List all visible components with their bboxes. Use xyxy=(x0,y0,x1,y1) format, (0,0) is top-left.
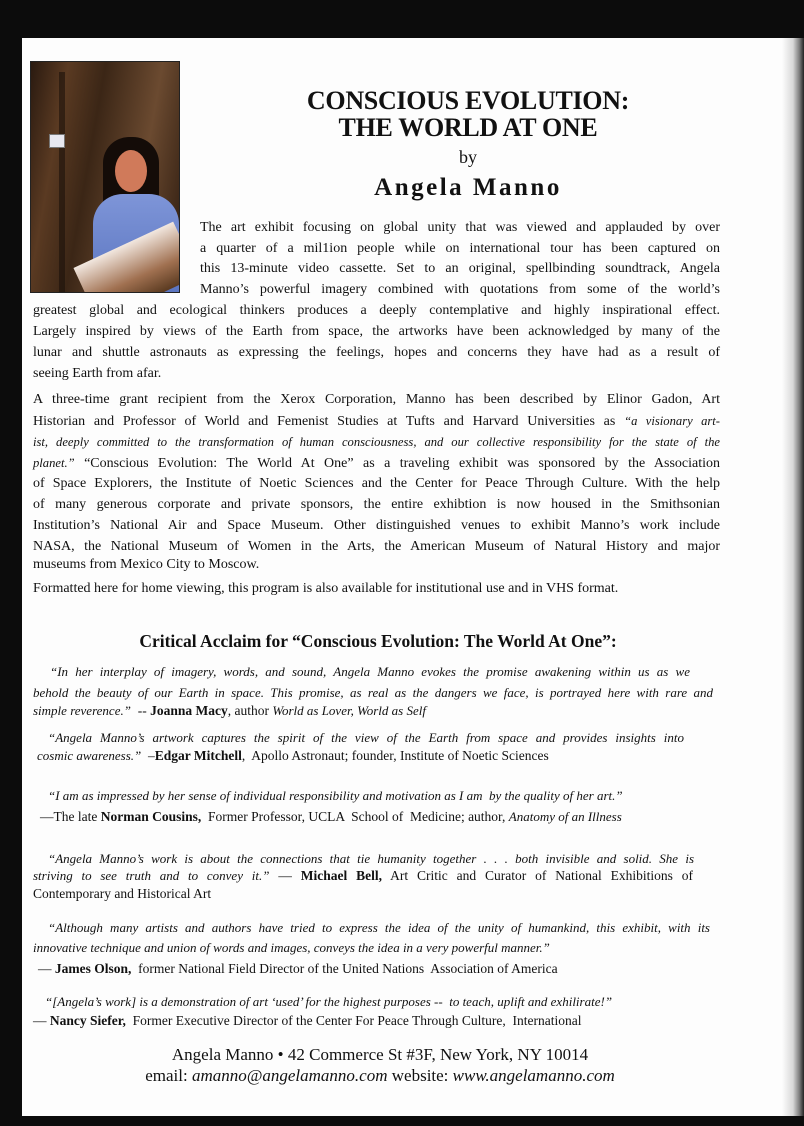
text-segment: of many generous corporate and private sponsors, the entire exhibtion is now housed in the Smithsonian xyxy=(33,497,720,512)
quote-line xyxy=(48,728,684,748)
italic-text: ist, deeply committed to the transformation of human consciousness, and our collective responsibility for the state of the xyxy=(33,435,720,449)
quote-line xyxy=(33,866,693,886)
description-line xyxy=(200,259,720,279)
italic-text: planet.” xyxy=(33,456,75,470)
text-segment: -- xyxy=(130,703,151,718)
website-link[interactable]: www.angelamanno.com xyxy=(452,1066,615,1085)
description-line xyxy=(33,537,720,557)
text-segment: The art exhibit focusing on global unity that was viewed and applauded by over xyxy=(200,220,720,235)
text-segment: greatest global and ecological thinkers produces a deeply contemplative and highly inspirational effect. xyxy=(33,303,720,318)
text-segment: museums from Mexico City to Moscow. xyxy=(33,557,260,572)
text-segment: Historian and Professor of World and Femenist Studies at Tufts and Harvard Universities as xyxy=(33,414,625,429)
attribution-name: Norman Cousins, xyxy=(100,809,202,824)
title-line-1: CONSCIOUS EVOLUTION: xyxy=(306,86,630,115)
text-segment: Contemporary and Historical Art xyxy=(33,886,212,901)
title-line-2: THE WORLD AT ONE xyxy=(338,113,598,142)
description-line xyxy=(33,495,720,515)
text-segment: Art Critic and Curator of National Exhibitions of xyxy=(381,868,693,883)
quote-line xyxy=(33,683,713,703)
text-segment: of Space Explorers, the Institute of Noetic Sciences and the Center for Peace Through Culture. With the help xyxy=(33,476,720,491)
text-segment: a quarter of a mil1ion people while on international tour has been captured on xyxy=(200,241,720,256)
quote-line xyxy=(50,662,690,682)
text-segment: former National Field Director of the United Nations Association of America xyxy=(131,961,558,976)
description-line xyxy=(33,322,720,342)
attribution-name: Edgar Mitchell xyxy=(154,748,242,763)
attribution-name: Joanna Macy xyxy=(150,703,228,718)
italic-text: “Although many artists and authors have tried to express the idea of the unity of humankind, this exhibit, with its xyxy=(48,920,710,935)
text-segment: — xyxy=(38,961,55,976)
author-name: Angela Manno xyxy=(374,174,562,201)
quote-line xyxy=(33,701,426,721)
description-line xyxy=(33,301,720,321)
paper-edge xyxy=(782,38,804,1116)
contact-address: Angela Manno • 42 Commerce St #3F, New York, NY 10014 xyxy=(171,1045,589,1064)
text-segment: – xyxy=(141,748,155,763)
description-line xyxy=(33,432,720,452)
text-segment: Largely inspired by views of the Earth from space, the artworks have been acknowledged by many of the xyxy=(33,324,720,339)
website-label: website: xyxy=(387,1066,453,1085)
description-line xyxy=(33,579,618,599)
quote-line xyxy=(37,746,549,766)
text-segment: lunar and shuttle astronauts as expressing the feelings, hopes and concerns they have had as a result of xyxy=(33,345,720,360)
description-line xyxy=(33,474,720,494)
attribution-name: Michael Bell, xyxy=(300,868,382,883)
text-segment: Formatted here for home viewing, this program is also available for institutional use and in VHS format. xyxy=(33,581,619,596)
attribution-name: Nancy Siefer, xyxy=(49,1013,126,1028)
email-label: email: xyxy=(145,1066,192,1085)
contact-web xyxy=(80,1066,680,1086)
italic-text: “Angela Manno’s work is about the connections that tie humanity together . . . both invisible and solid. She is xyxy=(48,851,694,866)
quote-line xyxy=(48,786,623,806)
italic-text: “[Angela’s work] is a demonstration of art ‘used’ for the highest purposes -- to teach, uplift and exhilirate!” xyxy=(45,994,613,1009)
text-segment: , author xyxy=(227,703,273,718)
acclaim-heading: Critical Acclaim for “Conscious Evolution: The World At One”: xyxy=(139,631,617,651)
italic-text: “I am as impressed by her sense of individual responsibility and motivation as I am by the quality of her art.” xyxy=(48,788,623,803)
portrait-photo xyxy=(30,61,180,293)
italic-text: “In her interplay of imagery, words, and sound, Angela Manno evokes the promise awakening within us as we xyxy=(50,664,690,679)
text-segment: —The late xyxy=(40,809,101,824)
email-link[interactable]: amanno@angelamanno.com xyxy=(191,1066,388,1085)
italic-text: simple reverence.” xyxy=(33,703,131,718)
text-segment: , Apollo Astronaut; founder, Institute of Noetic Sciences xyxy=(241,748,549,763)
text-segment: seeing Earth from afar. xyxy=(33,366,162,381)
text-segment: this 13-minute video cassette. Set to an original, spellbinding soundtrack, Angela xyxy=(200,261,720,276)
italic-text: behold the beauty of our Earth in space. This promise, as real as the dangers we face, is portrayed here with rare and xyxy=(33,685,713,700)
quote-line xyxy=(33,938,550,958)
italic-text: cosmic awareness.” xyxy=(37,748,142,763)
quote-line xyxy=(40,807,622,827)
description-line xyxy=(33,364,161,384)
text-segment: Manno’s powerful imagery combined with quotations from some of the world’s xyxy=(200,282,720,297)
italic-text: innovative technique and union of words and images, conveys the idea in a very powerful manner.” xyxy=(33,940,550,955)
italic-text: “Angela Manno’s artwork captures the spirit of the view of the Earth from space and provides insights into xyxy=(48,730,684,745)
description-line xyxy=(33,343,720,363)
description-line xyxy=(200,218,720,238)
quote-line xyxy=(33,1011,581,1031)
description-line xyxy=(33,390,720,410)
text-segment: — xyxy=(33,1013,50,1028)
quote-line xyxy=(33,884,211,904)
quote-line xyxy=(45,992,612,1012)
text-segment: Former Executive Director of the Center For Peace Through Culture, International xyxy=(125,1013,582,1028)
quote-line xyxy=(38,959,558,979)
text-segment: Institution’s National Air and Space Museum. Other distinguished venues to exhibit Manno’s work include xyxy=(33,518,720,533)
italic-text: “a visionary art- xyxy=(624,414,720,428)
description-line xyxy=(33,453,720,473)
italic-text: striving to see truth and to convey it.” xyxy=(33,868,270,883)
title-by: by xyxy=(459,147,477,167)
description-line xyxy=(33,411,720,431)
text-segment: A three-time grant recipient from the Xerox Corporation, Manno has been described by Elinor Gadon, Art xyxy=(33,392,720,407)
description-line xyxy=(200,239,720,259)
text-segment: “Conscious Evolution: The World At One” as a traveling exhibit was sponsored by the Association xyxy=(74,456,720,471)
description-line xyxy=(200,280,720,300)
quote-line xyxy=(48,918,710,938)
text-segment: — xyxy=(269,868,301,883)
italic-text: Anatomy of an Illness xyxy=(508,809,622,824)
attribution-name: James Olson, xyxy=(54,961,132,976)
description-line xyxy=(33,555,259,575)
text-segment: NASA, the National Museum of Women in the Arts, the American Museum of Natural History and major xyxy=(33,539,720,554)
text-segment: Former Professor, UCLA School of Medicine; author, xyxy=(201,809,509,824)
description-line xyxy=(33,516,720,536)
italic-text: World as Lover, World as Self xyxy=(272,703,426,718)
